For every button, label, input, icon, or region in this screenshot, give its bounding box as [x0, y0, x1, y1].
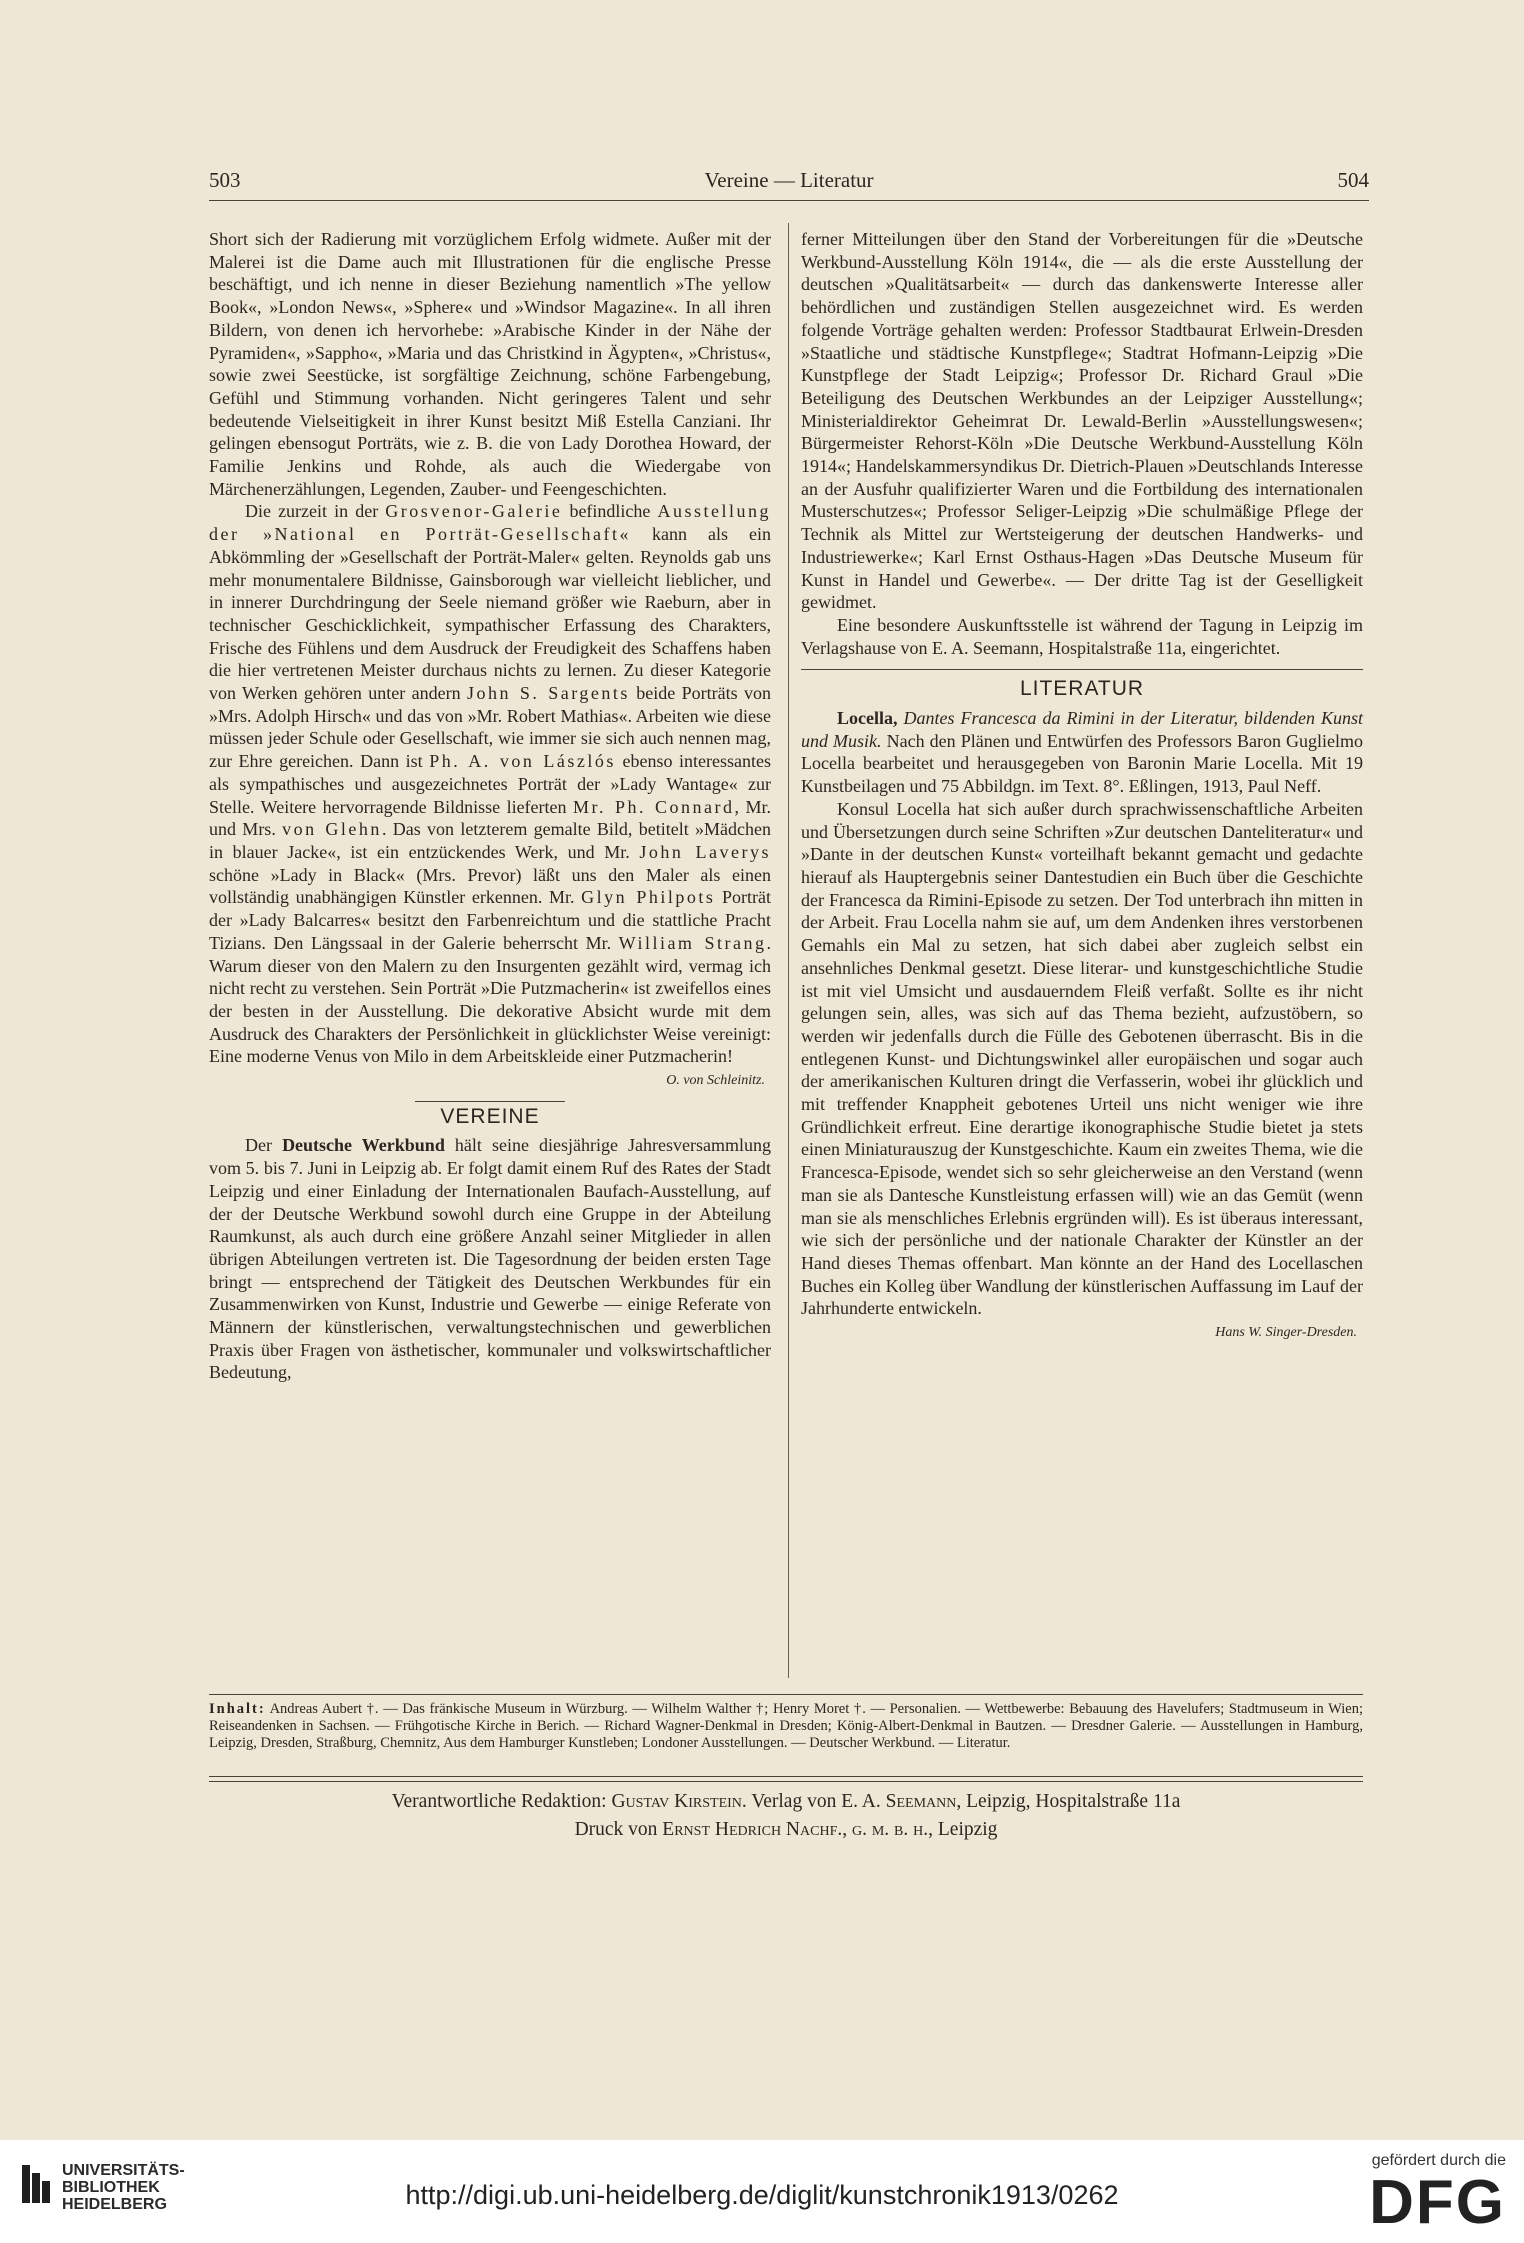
running-title: Vereine — Literatur — [704, 168, 874, 192]
review-paragraph: Konsul Locella hat sich außer durch sprachwissenschaftliche Arbeiten und Übersetzungen durch seine Schriften »Zur deutschen Danteliteratur« und »Dante in der deutschen Kunst« vorteilhaft bekannt gemacht und gedachte hierauf als Hauptergebnis seiner Dantestudien ein Buch über die Geschichte der Francesca da Rimini-Episode zu setzen. Der Tod unterbrach ihn mitten in der Arbeit. Frau Locella nahm sie auf, um dem Andenken ihres verstorbenen Gemahls ein Mal zu setzen, hat sich dabei aber zugleich selbst ein ansehnliches Denkmal gesetzt. Diese literar- und kunstgeschichtliche Studie ist mit viel Umsicht und ausdauerndem Fleiß verfaßt. Sollte es ihr nicht gelungen sein, alles, was sich auf das Thema bezieht, aufzustöbern, so werden wir jedenfalls durch die Fülle des Gebotenen überrascht. Bis in die entlegenen Kunst- und Dichtungswinkel aller europäischen und sogar auch der amerikanischen Kulturen dringt die Verfasserin, wobei ihr glücklich und mit treffender Knappheit gebotenes Urteil uns nicht weniger wie ihre Gründlichkeit erfreut. Eine derartige ikonographische Studie bietet ja stets einen Miniaturauszug der Kunstgeschichte. Kaum ein zweites Thema, wie die Francesca-Episode, wendet sich so sehr gleicherweise an den Verstand (wenn man sie als Dantesche Kunstleistung erfassen will) wie an das Gemüt (wenn man sie als menschliches Erlebnis ergründen will). Es ist überaus interessant, wie sich der persönliche und der nationale Charakter der Künstler an der Hand dieses Themas offenbart. Man könnte an der Hand des Locellaschen Buches ein Kolleg über Wandlung der künstlerischen Auffassung im Lauf der Jahrhunderte entwickeln. — [801, 798, 1363, 1319]
article-paragraph: Die zurzeit in der Grosvenor-Galerie befindliche Ausstellung der »National en Porträt-Gesellschaft« kann als ein Abkömmling der »Gesellschaft der Porträt-Maler« gelten. Reynolds gab uns mehr monumentalere Bildnisse, Gainsborough war vielleicht lieblicher, und in innerer Durchdringung der Seele niemand größer wie Raeburn, aber in technischer Geschicklichkeit, sympathischer Erfassung des Charakters, Frische des Fühlens und dem Ausdruck der Freudigkeit des Schaffens haben die hier vertretenen Meister durchaus nichts zu lernen. Zu dieser Kategorie von Werken gehören unter andern John S. Sargents beide Porträts von »Mrs. Adolph Hirsch« und das von »Mr. Robert Mathias«. Arbeiten wie diese müssen jeder Schule oder Gesellschaft, wie immer sie sich auch nennen mag, zur Ehre gereichen. Dann ist Ph. A. von Lászlós ebenso interessantes als sympathisches und ausgezeichnetes Porträt der »Lady Wantage« zur Stelle. Weitere hervorragende Bildnisse lieferten Mr. Ph. Connard, Mr. und Mrs. von Glehn. Das von letzterem gemalte Bild, betitelt »Mädchen in blauer Jacke«, ist ein entzückendes Werk, und Mr. John Laverys schöne »Lady in Black« (Mrs. Prevor) läßt uns den Maler als einen vollständig unabhängigen Künstler erkennen. Mr. Glyn Philpots Porträt der »Lady Balcarres« besitzt den Farbenreichtum und die stattliche Pracht Tizians. Den Längssaal in der Galerie beherrscht Mr. William Strang. Warum dieser von den Malern zu den Insurgenten gezählt wird, vermag ich nicht recht zu verstehen. Sein Porträt »Die Putzmacherin« ist zweifellos eines der besten in der Ausstellung. Die dekorative Absicht wurde mit dem Ausdruck des Charakters der Persönlichkeit in glücklichster Weise vereinigt: Eine moderne Venus von Milo in dem Arbeitskleide einer Putzmacherin! — [209, 501, 772, 1067]
article-paragraph: ferner Mitteilungen über den Stand der Vorbereitungen für die »Deutsche Werkbund-Ausstellung Köln 1914«, die — als die erste Ausstellung der deutschen »Qualitätsarbeit« — durch das dankenswerte Interesse aller behördlichen und zuständigen Stellen ausgezeichnet wird. Es werden folgende Vorträge gehalten werden: Professor Stadtbaurat Erlwein-Dresden »Staatliche und städtische Kunstpflege«; Stadtrat Hofmann-Leipzig »Die Kunstpflege der Stadt Leipzig«; Professor Dr. Richard Graul »Die Beteiligung des Deutschen Werkbundes an der Leipziger Ausstellung«; Ministerialdirektor Geheimrat Dr. Lewald-Berlin »Ausstellungswesen«; Bürgermeister Rehorst-Köln »Die Deutsche Werkbund-Ausstellung Köln 1914«; Handelskammersyndikus Dr. Dietrich-Plauen »Deutschlands Interesse an der Ausfuhr qualifizierter Waren und die Fortbildung des internationalen Musterschutzes«; Professor Seliger-Leipzig »Die schulmäßige Pflege der Technik als Mittel zur Wertsteigerung der deutschen Handwerks- und Industriewerke«; Karl Ernst Osthaus-Hagen »Das Deutsche Museum für Kunst in Handel und Gewerbe«. — Der dritte Tag ist der Geselligkeit gewidmet. — [801, 229, 1363, 613]
section-heading-literatur: LITERATUR — [1019, 677, 1145, 701]
column-divider — [788, 223, 789, 1678]
section-rule — [415, 1101, 565, 1102]
reviewer-signature: Hans W. Singer-Dresden. — [1215, 1325, 1357, 1341]
left-column — [209, 228, 771, 1384]
funding-caption: gefördert durch die — [1371, 2152, 1506, 2169]
article-paragraph: Der Deutsche Werkbund hält seine diesjährige Jahresversammlung vom 5. bis 7. Juni in Leipzig ab. Er folgt damit einem Ruf des Rates der Stadt Leipzig und einer Einladung der Internationalen Baufach-Ausstellung, auf der der Deutsche Werkbund sowohl durch eine Gruppe in der Abteilung Raumkunst, als auch durch eine größere Anzahl seiner Mitglieder in allen übrigen Abteilungen vertreten ist. Die Tagesordnung der beiden ersten Tage bringt — entsprechend der Tätigkeit des Deutschen Werkbundes für ein Zusammenwirken von Kunst, Industrie und Gewerbe — einige Referate von Männern der künstlerischen, verwaltungstechnischen und gewerblichen Praxis über Fragen von ästhetischer, kommunaler und volkswirtschaftlicher Bedeutung, — [209, 1135, 772, 1383]
imprint-line-printer: Druck von Ernst Hedrich Nachf., g. m. b. h., Leipzig — [574, 1819, 998, 1840]
library-name: UNIVERSITÄTS- BIBLIOTHEK HEIDELBERG — [62, 2162, 185, 2213]
book-details: Nach den Plänen und Entwürfen des Professors Baron Guglielmo Locella bearbeitet und herausgegeben von Baronin Marie Locella. Mit 19 Kunstbeilagen und 75 Abbildgn. im Text. 8°. Eßlingen, 1913, Paul Neff. — [801, 730, 1364, 797]
imprint-rule — [209, 1776, 1363, 1777]
header-rule — [209, 200, 1369, 201]
contents-text: Andreas Aubert †. — Das fränkische Museum in Würzburg. — Wilhelm Walther †; Henry Moret †. — Personalien. — Wettbewerbe: Bebauung des Havelufers; Stadtmuseum in Wien; Reiseandenken in Sachsen. — Frühgotische Kirche in Berich. — Richard Wagner-Denkmal in Dresden; König-Albert-Denkmal in Bautzen. — Dresdner Galerie. — Ausstellungen in Hamburg, Leipzig, Dresden, Straßburg, Chemnitz, Aus dem Hamburger Kunstleben; Londoner Ausstellungen. — Deutscher Werkbund. — Literatur. — [209, 1701, 1364, 1751]
book-title: Dantes Francesca da Rimini in der Literatur, bildenden Kunst und Musik. — [801, 708, 1364, 751]
imprint-line-editor: Verantwortliche Redaktion: Gustav Kirstein. Verlag von E. A. Seemann, Leipzig, Hospitalstraße 11a — [391, 1791, 1181, 1812]
dfg-logo: DFG — [1369, 2168, 1506, 2237]
imprint-rule — [209, 1781, 1363, 1782]
running-header — [209, 168, 1369, 198]
section-rule — [801, 669, 1363, 670]
table-of-contents — [209, 1694, 1363, 1752]
author-signature: O. von Schleinitz. — [666, 1073, 765, 1089]
article-paragraph: Eine besondere Auskunftsstelle ist während der Tagung in Leipzig im Verlagshause von E. A. Seemann, Hospitalstraße 11a, eingerichtet. — [801, 614, 1363, 658]
page-number-left: 503 — [209, 168, 241, 192]
article-paragraph: Short sich der Radierung mit vorzüglichem Erfolg widmete. Außer mit der Malerei ist die Dame auch mit Illustrationen für die englische Presse beschäftigt, und ich nenne in dieser Beziehung namentlich »The yellow Book«, »London News«, »Sphere« und »Windsor Magazine«. In all ihren Bildern, von denen ich hervorhebe: »Arabische Kinder in der Nähe der Pyramiden«, »Sappho«, »Maria und das Christkind in Ägypten«, »Christus«, sowie zwei Seestücke, ist sorgfältige Zeichnung, schöne Farbengebung, Gefühl und Stimmung vorhanden. Nicht geringeres Talent und sehr bedeutende Vielseitigkeit in ihrer Kunst besitzt Miß Estella Canziani. Ihr gelingen ebensogut Porträts, wie z. B. die von Lady Dorothea Howard, der Familie Jenkins und Rohde, als auch die Wiedergabe von Märchenerzählungen, Legenden, Zauber- und Feengeschichten. — [209, 229, 771, 499]
section-heading-vereine: VEREINE — [440, 1104, 540, 1128]
page-number-right: 504 — [1337, 168, 1369, 192]
imprint — [209, 1788, 1363, 1844]
permalink-url[interactable]: http://digi.ub.uni-heidelberg.de/diglit/kunstchronik1913/0262 — [405, 2180, 1119, 2210]
book-entry: Locella, Dantes Francesca da Rimini in der Literatur, bildenden Kunst und Musik. Nach den Plänen und Entwürfen des Professors Baron Guglielmo Locella bearbeitet und herausgegeben von Baronin Marie Locella. Mit 19 Kunstbeilagen und 75 Abbildgn. im Text. 8°. Eßlingen, 1913, Paul Neff. — [801, 708, 1364, 797]
contents-label: Inhalt: — [209, 1701, 266, 1717]
right-column — [801, 228, 1363, 1345]
